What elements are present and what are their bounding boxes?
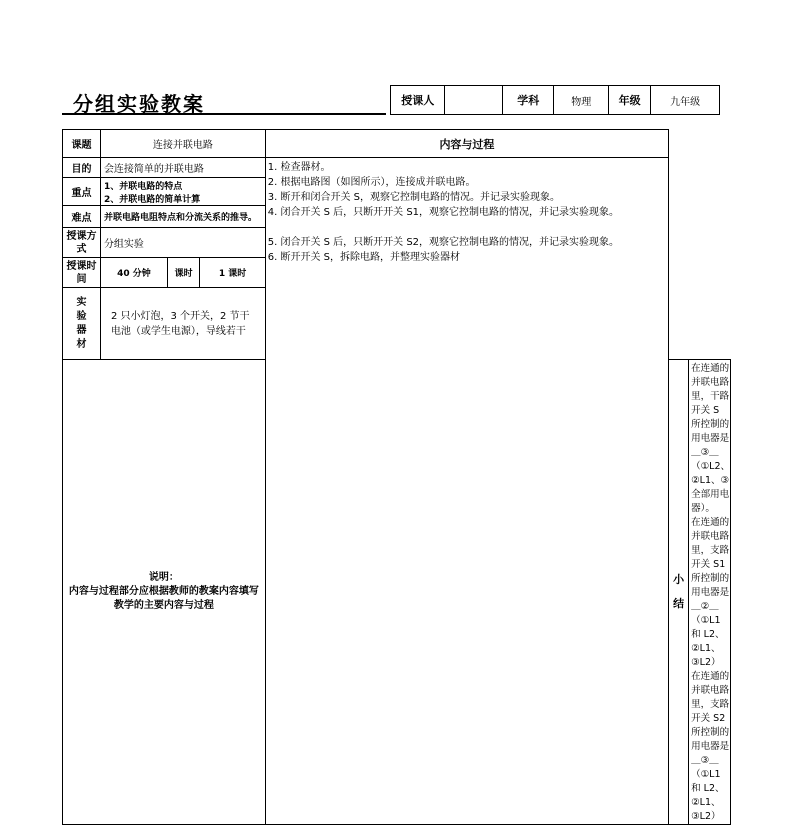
summary-item: 在连通的并联电路里，支路开关 S2 所控制的用电器是＿③＿（①L1 和 L2、②L1、③L2） <box>691 671 730 822</box>
goal-label: 目的 <box>63 158 101 178</box>
key-label: 重点 <box>63 178 101 206</box>
equipment-label: 实验器材 <box>63 288 101 360</box>
header-info-table <box>390 85 720 115</box>
difficulty-value: 并联电路电阻特点和分流关系的推导。 <box>100 206 265 228</box>
topic-label: 课题 <box>63 130 101 158</box>
step-item: 5. 闭合开关 S 后，只断开开关 S2，观察它控制电路的情况，并记录实验现象。 <box>267 237 620 248</box>
hours-label: 课时 <box>167 258 199 288</box>
step-item: 3. 断开和闭合开关 S，观察它控制电路的情况。并记录实验现象。 <box>267 192 560 203</box>
process-steps <box>265 158 668 825</box>
grade-label: 年级 <box>608 86 650 115</box>
page-title: 分组实验教案 <box>73 92 205 116</box>
summary-label: 小结 <box>669 360 689 825</box>
subject-value: 物理 <box>554 86 608 115</box>
summary-item: 在连通的并联电路里，支路开关 S1 所控制的用电器是＿②＿（①L1 和 L2、②L1、③L2） <box>691 517 730 668</box>
key-item: 1、并联电路的特点 <box>103 181 183 192</box>
step-item: 4. 闭合开关 S 后，只断开开关 S1，观察它控制电路的情况，并记录实验现象。 <box>267 207 620 218</box>
time-label: 授课时间 <box>63 258 101 288</box>
method-value: 分组实验 <box>100 228 265 258</box>
method-label: 授课方式 <box>63 228 101 258</box>
equipment-value: 2 只小灯泡，3 个开关，2 节干电池（或学生电源），导线若干 <box>100 288 265 360</box>
lesson-plan-table <box>62 129 731 825</box>
teacher-label: 授课人 <box>391 86 445 115</box>
key-points <box>100 178 265 206</box>
grade-value: 九年级 <box>651 86 720 115</box>
content-process-header: 内容与过程 <box>265 130 668 158</box>
hours-value: 1 课时 <box>200 258 265 288</box>
difficulty-label: 难点 <box>63 206 101 228</box>
note-title: 说明： <box>148 572 179 583</box>
title-underline <box>62 113 386 115</box>
topic-value: 连接并联电路 <box>100 130 265 158</box>
time-value: 40 分钟 <box>100 258 167 288</box>
step-item: 6. 断开开关 S，拆除电路，并整理实验器材 <box>267 252 460 263</box>
note-block <box>63 360 266 825</box>
subject-label: 学科 <box>503 86 554 115</box>
key-item: 2、并联电路的简单计算 <box>103 194 201 205</box>
step-item: 1. 检查器材。 <box>267 162 331 173</box>
summary-content <box>689 360 731 825</box>
goal-value: 会连接简单的并联电路 <box>100 158 265 178</box>
teacher-value <box>445 86 503 115</box>
step-item: 2. 根据电路图（如图所示），连接成并联电路。 <box>267 177 476 188</box>
note-body: 内容与过程部分应根据教师的教案内容填写教学的主要内容与过程 <box>68 586 259 611</box>
summary-item: 在连通的并联电路里，干路开关 S 所控制的用电器是＿③＿（①L2、②L1、③全部用电器）。 <box>691 363 730 514</box>
